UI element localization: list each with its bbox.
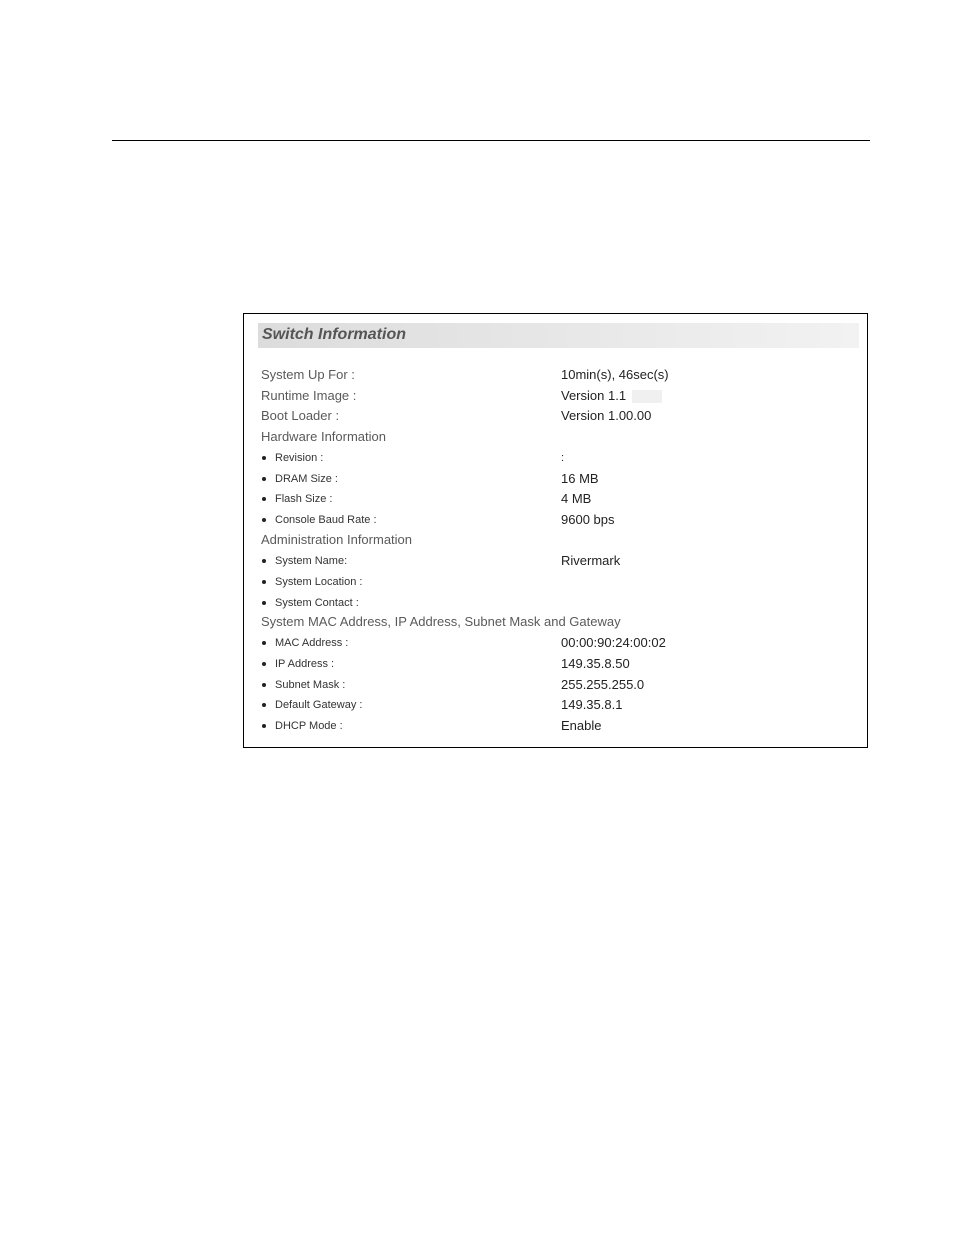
dhcp-mode-label: DHCP Mode : bbox=[275, 720, 343, 732]
runtime-image-row bbox=[244, 386, 867, 406]
ip-address-value: 149.35.8.50 bbox=[561, 656, 630, 671]
bullet-icon bbox=[262, 580, 266, 584]
dram-size-value: 16 MB bbox=[561, 471, 599, 486]
boot-loader-row bbox=[244, 406, 867, 426]
redacted-area bbox=[632, 390, 662, 403]
boot-loader-label: Boot Loader : bbox=[261, 408, 340, 423]
dhcp-mode-value: Enable bbox=[561, 718, 602, 733]
console-baud-row bbox=[244, 510, 867, 530]
flash-size-row bbox=[244, 489, 867, 509]
revision-row bbox=[244, 448, 867, 468]
subnet-mask-value: 255.255.255.0 bbox=[561, 677, 645, 692]
network-section-heading bbox=[244, 612, 867, 632]
default-gateway-label: Default Gateway : bbox=[275, 699, 363, 711]
runtime-image-value: Version 1.1 bbox=[561, 388, 627, 403]
console-baud-value: 9600 bps bbox=[561, 512, 615, 527]
flash-size-label: Flash Size : bbox=[275, 493, 333, 505]
dram-size-row bbox=[244, 469, 867, 489]
subnet-mask-row bbox=[244, 675, 867, 695]
bullet-icon bbox=[262, 559, 266, 563]
system-location-row bbox=[244, 572, 867, 592]
runtime-image-label: Runtime Image : bbox=[261, 388, 357, 403]
bullet-icon bbox=[262, 601, 266, 605]
flash-size-value: 4 MB bbox=[561, 491, 592, 506]
page-header-rule bbox=[112, 140, 870, 141]
system-contact-label: System Contact : bbox=[275, 597, 359, 609]
mac-address-label: MAC Address : bbox=[275, 637, 349, 649]
dram-size-label: DRAM Size : bbox=[275, 473, 338, 485]
system-name-row bbox=[244, 551, 867, 571]
mac-address-value: 00:00:90:24:00:02 bbox=[561, 635, 666, 650]
uptime-value: 10min(s), 46sec(s) bbox=[561, 367, 669, 382]
revision-value: : bbox=[561, 452, 565, 464]
bullet-icon bbox=[262, 456, 266, 460]
console-baud-label: Console Baud Rate : bbox=[275, 514, 377, 526]
ip-address-label: IP Address : bbox=[275, 658, 335, 670]
hardware-section-heading bbox=[244, 427, 867, 447]
system-name-value: Rivermark bbox=[561, 553, 621, 568]
network-heading-label: System MAC Address, IP Address, Subnet Mask and Gateway bbox=[261, 614, 621, 629]
admin-heading-label: Administration Information bbox=[261, 532, 413, 547]
system-location-label: System Location : bbox=[275, 576, 363, 588]
dhcp-mode-row bbox=[244, 716, 867, 736]
uptime-label: System Up For : bbox=[261, 367, 355, 382]
bullet-icon bbox=[262, 662, 266, 666]
bullet-icon bbox=[262, 497, 266, 501]
bullet-icon bbox=[262, 477, 266, 481]
switch-information-panel bbox=[243, 313, 868, 748]
bullet-icon bbox=[262, 703, 266, 707]
bullet-icon bbox=[262, 518, 266, 522]
bullet-icon bbox=[262, 724, 266, 728]
system-name-label: System Name: bbox=[275, 555, 348, 567]
admin-section-heading bbox=[244, 530, 867, 550]
panel-title: Switch Information bbox=[262, 326, 406, 343]
bullet-icon bbox=[262, 641, 266, 645]
panel-header bbox=[258, 323, 859, 348]
ip-address-row bbox=[244, 654, 867, 674]
hardware-heading-label: Hardware Information bbox=[261, 429, 386, 444]
subnet-mask-label: Subnet Mask : bbox=[275, 679, 346, 691]
mac-address-row bbox=[244, 633, 867, 653]
bullet-icon bbox=[262, 683, 266, 687]
revision-label: Revision : bbox=[275, 452, 324, 464]
default-gateway-value: 149.35.8.1 bbox=[561, 697, 623, 712]
boot-loader-value: Version 1.00.00 bbox=[561, 408, 652, 423]
default-gateway-row bbox=[244, 695, 867, 715]
system-contact-row bbox=[244, 593, 867, 613]
uptime-row bbox=[244, 365, 867, 385]
